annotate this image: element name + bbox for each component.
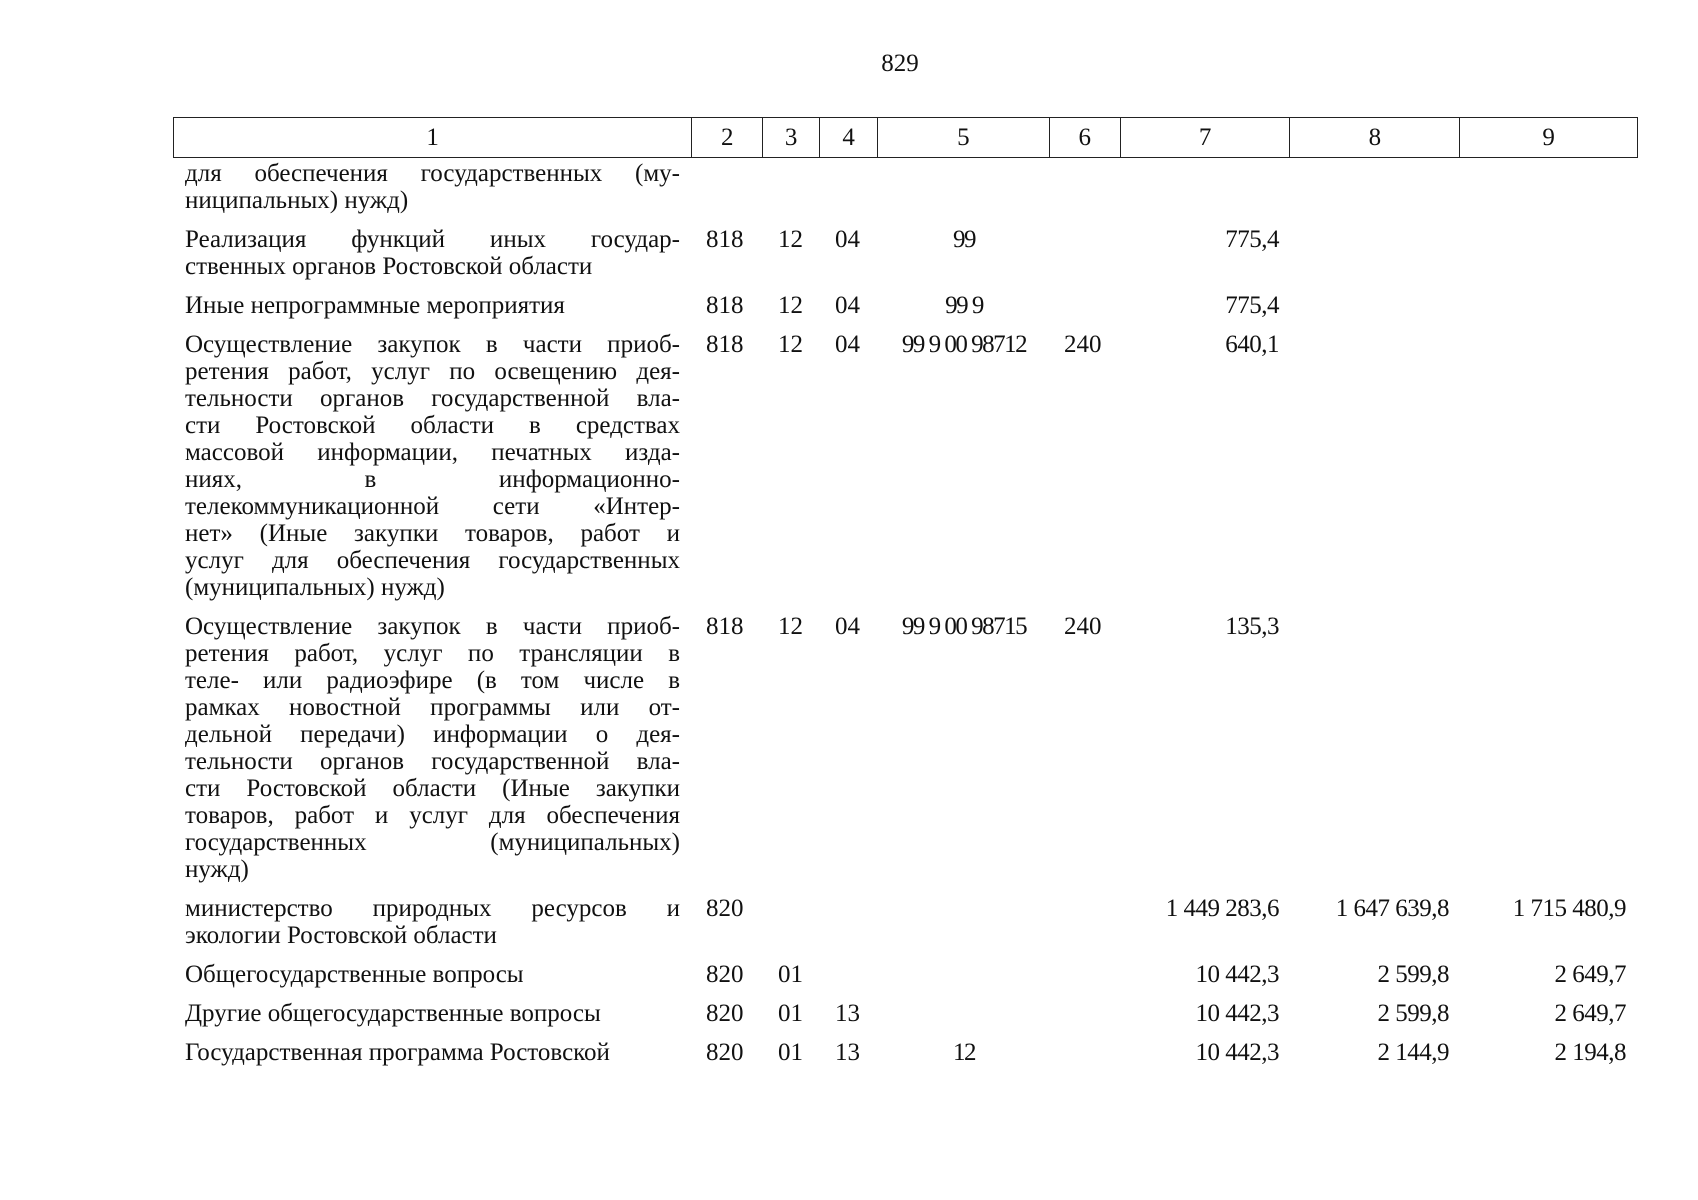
- description-line: государственных (муниципальных): [185, 829, 680, 856]
- cell-c4: 04: [835, 613, 860, 640]
- description-line: массовой информации, печатных изда-: [185, 439, 680, 466]
- cell-c5: 99 9 00 98715: [901, 613, 1027, 640]
- cell-c7: 775,4: [1225, 226, 1279, 253]
- cell-c3: [763, 160, 820, 214]
- header-cell-8: 8: [1290, 118, 1460, 157]
- cell-c8: [1291, 226, 1461, 280]
- cell-c2: 818: [706, 331, 744, 358]
- table-row: [173, 226, 1638, 280]
- description-line: Осуществление закупок в части приоб-: [185, 613, 680, 640]
- cell-c7: 10 442,3: [1195, 961, 1279, 988]
- cell-c2: 820: [706, 1000, 744, 1027]
- description-line: теле- или радиоэфире (в том числе в: [185, 667, 680, 694]
- description-line: товаров, работ и услуг для обеспечения: [185, 802, 680, 829]
- cell-c5: 99: [953, 226, 975, 253]
- cell-c8: [1291, 292, 1461, 319]
- description-line: Иные непрограммные мероприятия: [185, 292, 565, 319]
- table-row: [173, 1000, 1638, 1027]
- cell-c6: 240: [1064, 331, 1102, 358]
- description-line: экологии Ростовской области: [185, 922, 497, 949]
- table-row: [173, 1039, 1638, 1066]
- cell-c2: 820: [706, 961, 744, 988]
- cell-c4: 04: [835, 226, 860, 253]
- cell-c5: 12: [953, 1039, 975, 1066]
- cell-c9: [1461, 226, 1638, 280]
- header-cell-5: 5: [878, 118, 1050, 157]
- cell-c3: 12: [778, 613, 803, 640]
- cell-c7: 10 442,3: [1195, 1039, 1279, 1066]
- cell-c9: 2 194,8: [1554, 1039, 1626, 1066]
- row-description: [173, 895, 692, 949]
- cell-c3: 01: [778, 961, 803, 988]
- row-description: [173, 226, 692, 280]
- table-body: [173, 160, 1638, 1066]
- cell-c4: 04: [835, 292, 860, 319]
- description-line: нужд): [185, 856, 249, 883]
- cell-c7: 1 449 283,6: [1165, 895, 1279, 922]
- description-line: Другие общегосударственные вопросы: [185, 1000, 601, 1027]
- cell-c6: 240: [1064, 613, 1102, 640]
- cell-c7: 135,3: [1225, 613, 1279, 640]
- description-line: дельной передачи) информации о дея-: [185, 721, 680, 748]
- cell-c4: 13: [835, 1039, 860, 1066]
- description-line: сти Ростовской области в средствах: [185, 412, 680, 439]
- cell-c9: 2 649,7: [1554, 1000, 1626, 1027]
- cell-c5: [878, 160, 1050, 214]
- description-line: для обеспечения государственных (му-: [185, 160, 680, 187]
- description-line: сти Ростовской области (Иные закупки: [185, 775, 680, 802]
- header-cell-3: 3: [763, 118, 820, 157]
- row-description: [173, 160, 692, 214]
- cell-c6: [1050, 1039, 1121, 1066]
- header-cell-7: 7: [1121, 118, 1291, 157]
- row-description: [173, 1000, 692, 1027]
- cell-c4: [820, 961, 878, 988]
- cell-c3: 12: [778, 292, 803, 319]
- header-cell-6: 6: [1050, 118, 1121, 157]
- cell-c6: [1050, 160, 1121, 214]
- description-line: тельности органов государственной вла-: [185, 385, 680, 412]
- cell-c4: 13: [835, 1000, 860, 1027]
- table-row: [173, 331, 1638, 601]
- description-line: Реализация функций иных государ-: [185, 226, 680, 253]
- cell-c7: 640,1: [1225, 331, 1279, 358]
- cell-c3: 01: [778, 1000, 803, 1027]
- cell-c2: 818: [706, 613, 744, 640]
- description-line: рамках новостной программы или от-: [185, 694, 680, 721]
- table-row: [173, 895, 1638, 949]
- description-line: ниципальных) нужд): [185, 187, 409, 214]
- cell-c2: 820: [706, 1039, 744, 1066]
- cell-c2: 818: [706, 292, 744, 319]
- cell-c6: [1050, 226, 1121, 280]
- cell-c9: 2 649,7: [1554, 961, 1626, 988]
- cell-c2: [692, 160, 763, 214]
- description-line: Государственная программа Ростовской: [185, 1039, 610, 1066]
- cell-c6: [1050, 895, 1121, 949]
- cell-c5: 99 9 00 98712: [901, 331, 1027, 358]
- cell-c9: [1461, 160, 1638, 214]
- description-line: Осуществление закупок в части приоб-: [185, 331, 680, 358]
- header-cell-2: 2: [692, 118, 763, 157]
- cell-c3: [763, 895, 820, 949]
- cell-c8: [1291, 160, 1461, 214]
- table-row: [173, 292, 1638, 319]
- cell-c8: 2 599,8: [1377, 1000, 1449, 1027]
- description-line: нет» (Иные закупки товаров, работ и: [185, 520, 680, 547]
- description-line: ретения работ, услуг по трансляции в: [185, 640, 680, 667]
- row-description: [173, 331, 692, 601]
- cell-c8: 2 144,9: [1377, 1039, 1449, 1066]
- cell-c4: [820, 160, 878, 214]
- row-description: [173, 292, 692, 319]
- cell-c9: [1461, 331, 1638, 601]
- cell-c7: [1121, 160, 1291, 214]
- budget-table: [173, 117, 1638, 1078]
- header-cell-1: 1: [174, 118, 692, 157]
- cell-c4: [820, 895, 878, 949]
- description-line: ниях, в информационно-: [185, 466, 680, 493]
- cell-c5: 99 9: [945, 292, 983, 319]
- cell-c9: [1461, 292, 1638, 319]
- row-description: [173, 961, 692, 988]
- cell-c8: [1291, 613, 1461, 883]
- description-line: министерство природных ресурсов и: [185, 895, 680, 922]
- page-number: 829: [881, 50, 919, 77]
- cell-c4: 04: [835, 331, 860, 358]
- header-cell-4: 4: [820, 118, 878, 157]
- table-row: [173, 961, 1638, 988]
- cell-c2: 818: [706, 226, 744, 253]
- cell-c5: [878, 1000, 1050, 1027]
- description-line: Общегосударственные вопросы: [185, 961, 524, 988]
- description-line: телекоммуникационной сети «Интер-: [185, 493, 680, 520]
- description-line: услуг для обеспечения государственных: [185, 547, 680, 574]
- description-line: ретения работ, услуг по освещению дея-: [185, 358, 680, 385]
- cell-c6: [1050, 292, 1121, 319]
- table-header: [173, 117, 1638, 158]
- cell-c7: 775,4: [1225, 292, 1279, 319]
- row-description: [173, 613, 692, 883]
- cell-c8: [1291, 331, 1461, 601]
- cell-c5: [878, 961, 1050, 988]
- cell-c6: [1050, 961, 1121, 988]
- cell-c3: 12: [778, 226, 803, 253]
- cell-c9: 1 715 480,9: [1512, 895, 1626, 922]
- cell-c8: 2 599,8: [1377, 961, 1449, 988]
- table-row: [173, 613, 1638, 883]
- cell-c3: 01: [778, 1039, 803, 1066]
- description-line: ственных органов Ростовской области: [185, 253, 593, 280]
- cell-c6: [1050, 1000, 1121, 1027]
- header-cell-9: 9: [1542, 123, 1555, 151]
- cell-c8: 1 647 639,8: [1335, 895, 1449, 922]
- description-line: тельности органов государственной вла-: [185, 748, 680, 775]
- description-line: (муниципальных) нужд): [185, 574, 445, 601]
- row-description: [173, 1039, 692, 1066]
- cell-c5: [878, 895, 1050, 949]
- cell-c7: 10 442,3: [1195, 1000, 1279, 1027]
- table-row: [173, 160, 1638, 214]
- cell-c3: 12: [778, 331, 803, 358]
- cell-c2: 820: [706, 895, 744, 922]
- cell-c9: [1461, 613, 1638, 883]
